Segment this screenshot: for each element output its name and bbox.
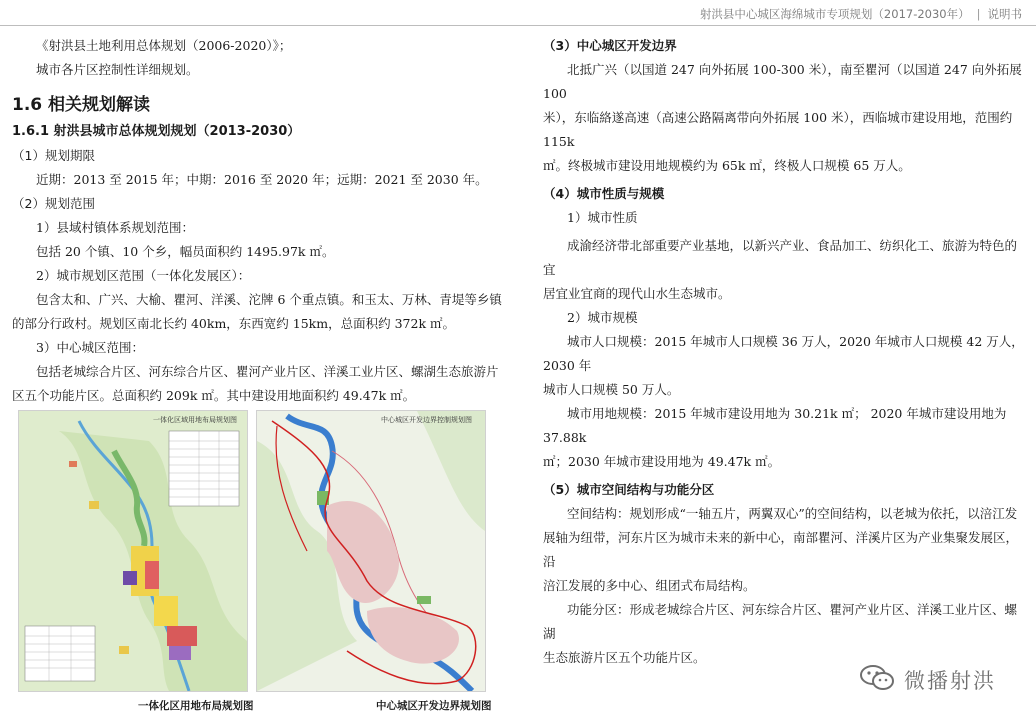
body-line: ㎡；2030 年城市建设用地为 49.47k ㎡。 — [543, 454, 781, 469]
body-line: 包括 20 个镇、10 个乡，幅员面积约 1495.97k ㎡。 — [36, 244, 335, 259]
item-heading: （2）规划范围 — [12, 196, 95, 211]
body-line: 空间结构：规划形成“一轴五片，两翼双心”的空间结构，以老城为依托，以涪江发 — [567, 506, 1018, 521]
boundary-map-title: 中心城区开发边界控制规划图 — [381, 416, 472, 424]
land-use-map-graphic — [19, 411, 247, 691]
left-column — [12, 34, 520, 408]
body-line: 1）县域村镇体系规划范围： — [36, 220, 194, 235]
land-use-map — [18, 410, 248, 692]
header-doc-title: 射洪县中心城区海绵城市专项规划（2017-2030年） — [699, 7, 970, 21]
body-line: 米），东临絡遂高速（高速公路隔离带向外拓展 100 米），西临城市建设用地，范围约 115k — [543, 110, 1013, 149]
subsection-heading: 1.6.1 射洪县城市总体规划规划（2013-2030） — [12, 124, 301, 139]
body-line: 2）城市规划区范围（一体化发展区）： — [36, 268, 251, 283]
body-line: 成渝经济带北部重要产业基地，以新兴产业、食品加工、纺织化工、旅游为特色的宜 — [543, 238, 1018, 277]
body-line: 涪江发展的多中心、组团式布局结构。 — [543, 578, 756, 593]
header-doc-type: 说明书 — [987, 7, 1022, 21]
land-use-map-caption: 一体化区用地布局规划图 — [138, 700, 254, 712]
header-separator: | — [976, 7, 981, 21]
boundary-map-graphic — [257, 411, 485, 691]
body-line: ㎡。终极城市建设用地规模约为 65k ㎡，终极人口规模 65 万人。 — [543, 158, 911, 173]
land-use-map-title: 一体化区域用地布局规划图 — [153, 416, 237, 424]
body-line: 《射洪县土地利用总体规划（2006-2020）》； — [36, 38, 292, 53]
page-header — [0, 0, 1036, 26]
body-line: 的部分行政村。规划区南北长约 40km，东西宽约 15km，总面积约 372k ㎡。 — [12, 316, 455, 331]
item-heading: （1）规划期限 — [12, 148, 95, 163]
body-line: 城市人口规模：2015 年城市人口规模 36 万人，2020 年城市人口规模 42 万人，2030 年 — [543, 334, 1024, 373]
item-heading: （5）城市空间结构与功能分区 — [543, 482, 715, 497]
body-line: 1）城市性质 — [567, 210, 638, 225]
watermark-text: 微播射洪 — [904, 669, 996, 693]
right-column — [543, 34, 1025, 670]
body-line: 区五个功能片区。总面积约 209k ㎡。其中建设用地面积约 49.47k ㎡。 — [12, 388, 416, 403]
body-line: 包括老城综合片区、河东综合片区、瞿河产业片区、洋溪工业片区、螺湖生态旅游片 — [36, 364, 499, 379]
header-text — [700, 6, 1022, 22]
item-heading: （3）中心城区开发边界 — [543, 38, 677, 53]
body-line: 城市用地规模：2015 年城市建设用地为 30.21k ㎡； 2020 年城市建设用地为 37.88k — [543, 406, 1007, 445]
body-line: 城市各片区控制性详细规划。 — [36, 62, 199, 77]
wechat-icon — [858, 663, 898, 693]
body-line: 展轴为纽带，河东片区为城市未来的新中心，南部瞿河、洋溪片区为产业集聚发展区，沿 — [543, 530, 1019, 569]
body-line: 城市人口规模 50 万人。 — [543, 382, 680, 397]
item-heading: （4）城市性质与规模 — [543, 186, 665, 201]
body-line: 功能分区：形成老城综合片区、河东综合片区、瞿河产业片区、洋溪工业片区、螺湖 — [543, 602, 1018, 641]
body-line: 生态旅游片区五个功能片区。 — [543, 650, 706, 665]
header-divider — [0, 25, 1036, 26]
body-line: 3）中心城区范围： — [36, 340, 144, 355]
boundary-map — [256, 410, 486, 692]
body-line: 居宜业宜商的现代山水生态城市。 — [543, 286, 731, 301]
wechat-watermark — [858, 663, 1008, 693]
map-figures — [18, 410, 498, 716]
body-line: 2）城市规模 — [567, 310, 638, 325]
section-heading: 1.6 相关规划解读 — [12, 95, 151, 115]
body-line: 北抵广兴（以国道 247 向外拓展 100-300 米），南至瞿河（以国道 247 向外拓展 100 — [543, 62, 1022, 101]
boundary-map-caption: 中心城区开发边界规划图 — [376, 700, 492, 712]
body-line: 近期：2013 至 2015 年；中期：2016 至 2020 年；远期：2021 至 2030 年。 — [36, 172, 488, 187]
body-line: 包含太和、广兴、大榆、瞿河、洋溪、沱牌 6 个重点镇。和玉太、万林、青堤等乡镇 — [36, 292, 502, 307]
